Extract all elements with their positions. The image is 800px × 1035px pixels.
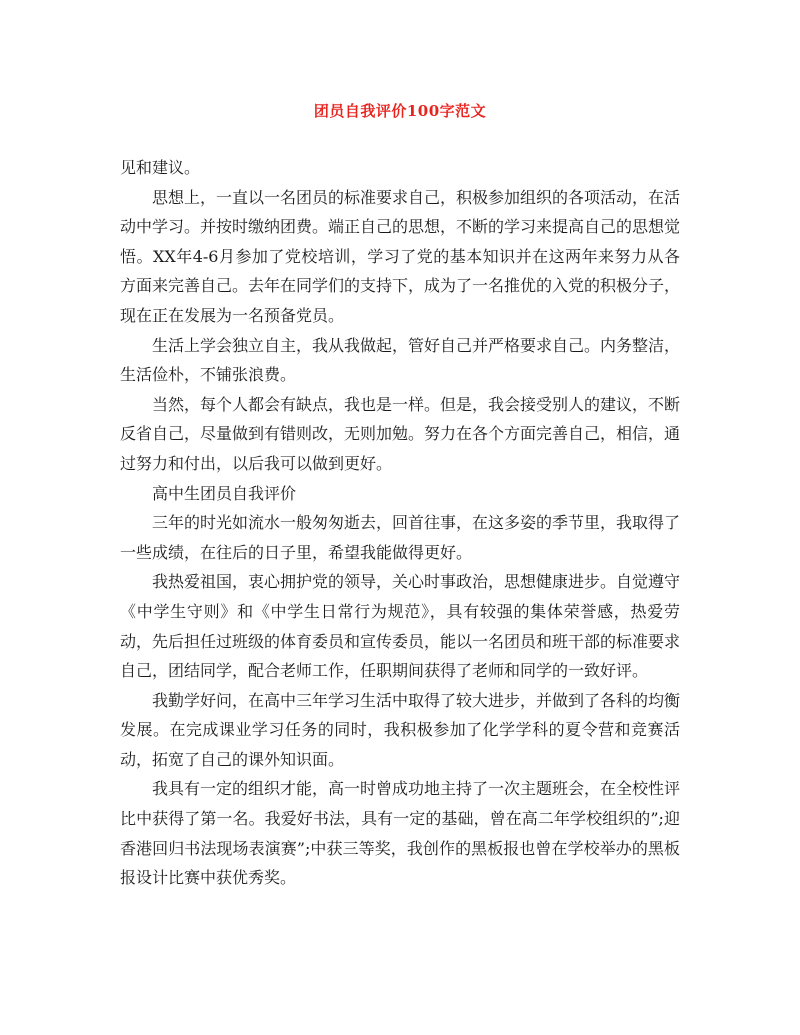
paragraph: 见和建议。	[120, 158, 201, 177]
document-body	[120, 153, 680, 893]
paragraph: 三年的时光如流水一般匆匆逝去，回首往事，在这多姿的季节里，我取得了一些成绩，在往后的日子里，希望我能做得更好。	[120, 513, 681, 562]
section-heading: 高中生团员自我评价	[152, 483, 297, 503]
paragraph: 思想上，一直以一名团员的标准要求自己，积极参加组织的各项活动，在活动中学习。并按时缴纳团费。端正自己的思想，不断的学习来提高自己的思想觉悟。XX年4-6月参加了党校培训，学习了党的基本知识并在这两年来努力从各方面来完善自己。去年在同学们的支持下，成为了一名推优的入党的积极分子，现在正在发展为一名预备党员。	[120, 187, 681, 325]
paragraph: 生活上学会独立自主，我从我做起，管好自己并严格要求自己。内务整洁，生活俭朴，不铺张浪费。	[120, 335, 681, 385]
paragraph: 当然，每个人都会有缺点，我也是一样。但是，我会接受别人的建议，不断反省自己，尽量做到有错则改，无则加勉。努力在各个方面完善自己，相信，通过努力和付出，以后我可以做到更好。	[120, 394, 681, 473]
paragraph: 我热爱祖国，衷心拥护党的领导，关心时事政治，思想健康进步。自觉遵守《中学生守则》和《中学生日常行为规范》，具有较强的集体荣誉感，热爱劳动，先后担任过班级的体育委员和宣传委员，能以一名团员和班干部的标准要求自己，团结同学，配合老师工作，任职期间获得了老师和同学的一致好评。	[120, 572, 681, 681]
paragraph: 我勤学好问，在高中三年学习生活中取得了较大进步，并做到了各科的均衡发展。在完成课业学习任务的同时，我积极参加了化学学科的夏令营和竞赛活动，拓宽了自己的课外知识面。	[120, 690, 681, 769]
paragraph: 我具有一定的组织才能，高一时曾成功地主持了一次主题班会，在全校性评比中获得了第一名。我爱好书法，具有一定的基础，曾在高二年学校组织的”;迎香港回归书法现场表演赛”;中获三等奖，我创作的黑板报也曾在学校举办的黑板报设计比赛中获优秀奖。	[120, 779, 681, 888]
document-title: 团员自我评价100字范文	[313, 102, 487, 120]
